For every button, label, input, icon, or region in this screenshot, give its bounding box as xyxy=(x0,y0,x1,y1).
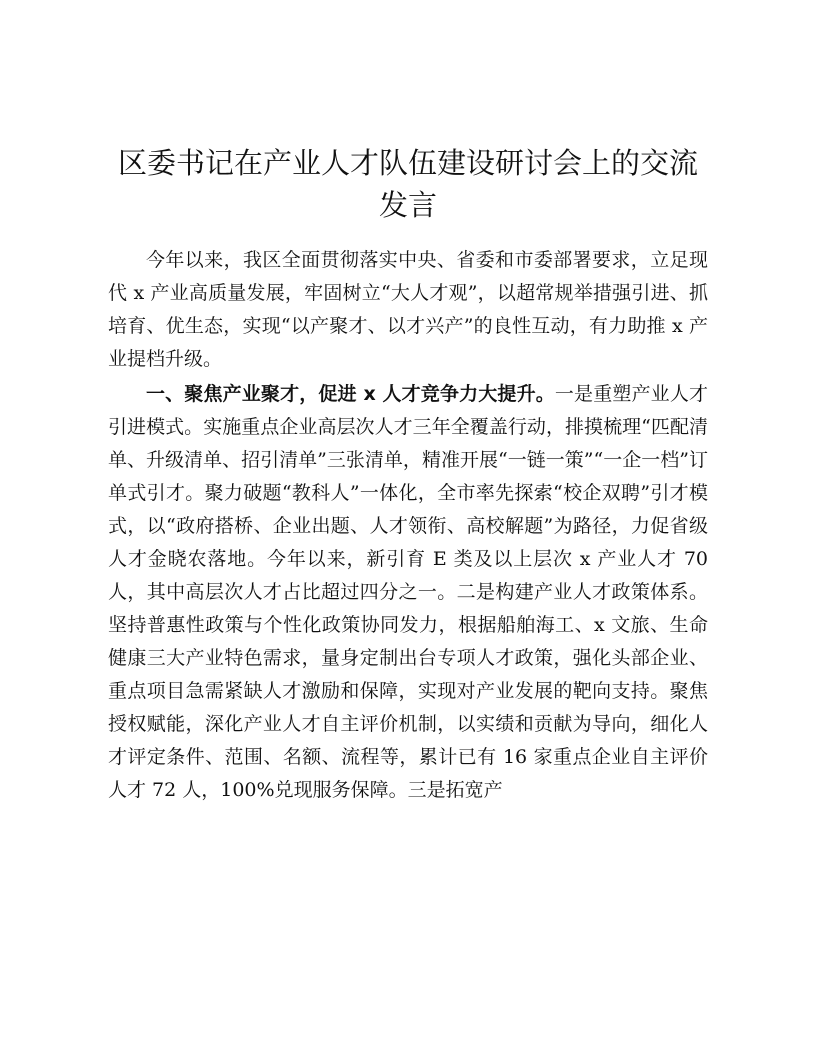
section-1-paragraph xyxy=(108,378,708,807)
section-1-heading: 一、聚焦产业聚才，促进 x 人才竞争力大提升。 xyxy=(146,383,555,405)
document-body xyxy=(108,244,708,807)
document-title: 区委书记在产业人才队伍建设研讨会上的交流发言 xyxy=(117,146,698,222)
intro-paragraph: 今年以来，我区全面贯彻落实中央、省委和市委部署要求，立足现代 x 产业高质量发展，牢固树立“大人才观”，以超常规举措强引进、抓培育、优生态，实现“以产聚才、以才兴产”的良性互动，有力助推 x 产业提档升级。 xyxy=(108,249,708,370)
section-1-text: 一是重塑产业人才引进模式。实施重点企业高层次人才三年全覆盖行动，排摸梳理“匹配清单、升级清单、招引清单”三张清单，精准开展“一链一策”“一企一档”订单式引才。聚力破题“教科人”一体化，全市率先探索“校企双聘”引才模式，以“政府搭桥、企业出题、人才领衔、高校解题”为路径，力促省级人才金晓农落地。今年以来，新引育 E 类及以上层次 x 产业人才 70 人，其中高层次人才占比超过四分之一。二是构建产业人才政策体系。坚持普惠性政策与个性化政策协同发力，根据船舶海工、x 文旅、生命健康三大产业特色需求，量身定制出台专项人才政策，强化头部企业、重点项目急需紧缺人才激励和保障，实现对产业发展的靶向支持。聚焦授权赋能，深化产业人才自主评价机制，以实绩和贡献为导向，细化人才评定条件、范围、名额、流程等，累计已有 16 家重点企业自主评价人才 72 人，100%兑现服务保障。三是拓宽产 xyxy=(108,383,708,801)
